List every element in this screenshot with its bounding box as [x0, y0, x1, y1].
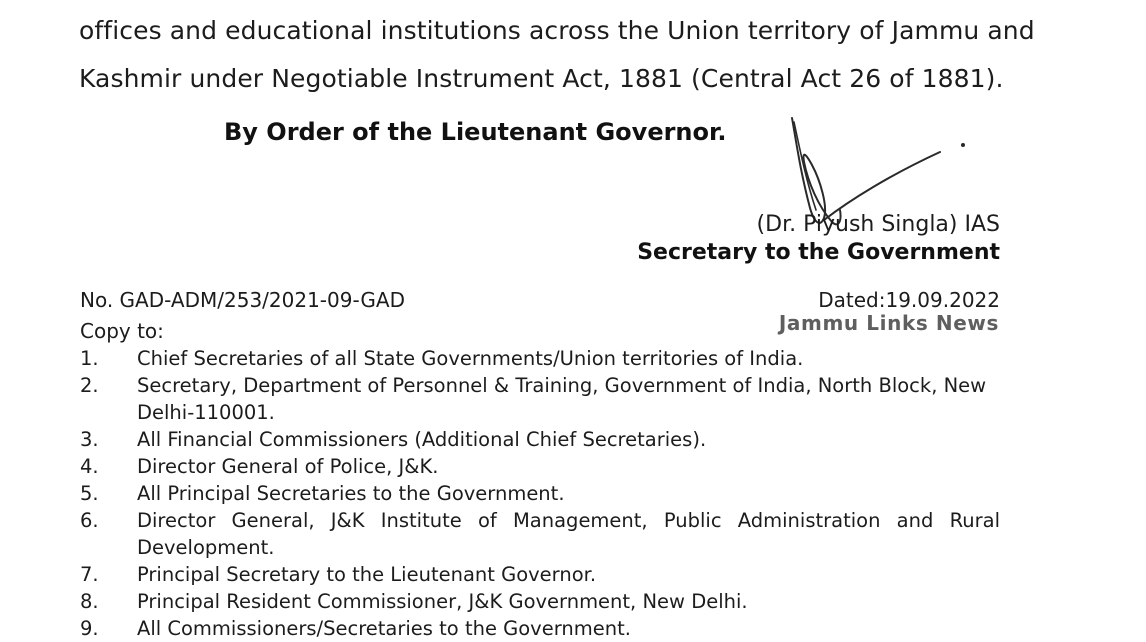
list-item-number: 4.	[80, 455, 99, 478]
list-item	[80, 615, 1000, 642]
list-item	[80, 507, 1000, 561]
copy-to-list	[80, 345, 1000, 642]
paragraph-line-1: offices and educational institutions across the Union territory of Jammu and	[79, 16, 1035, 45]
order-line: By Order of the Lieutenant Governor.	[224, 118, 727, 146]
list-item	[80, 426, 1000, 453]
list-item	[80, 588, 1000, 615]
list-item	[80, 345, 1000, 372]
list-item-number: 2.	[80, 374, 99, 397]
list-item	[80, 453, 1000, 480]
list-item-text: Director General of Police, J&K.	[137, 455, 439, 478]
list-item-number: 3.	[80, 428, 99, 451]
signatory-title: Secretary to the Government	[637, 240, 1000, 265]
list-item-number: 6.	[80, 509, 99, 532]
list-item-text: All Commissioners/Secretaries to the Government.	[137, 617, 631, 640]
list-item-number: 5.	[80, 482, 99, 505]
list-item	[80, 372, 1000, 426]
dated-field: Dated:19.09.2022	[818, 288, 1000, 312]
list-item-text: Chief Secretaries of all State Governments/Union territories of India.	[137, 347, 804, 370]
signatory-name: (Dr. Piyush Singla) IAS	[756, 212, 1000, 237]
list-item-number: 8.	[80, 590, 99, 613]
list-item-text: Secretary, Department of Personnel & Training, Government of India, North Block, New Delhi-110001.	[137, 374, 987, 424]
list-item-text: Director General, J&K Institute of Management, Public Administration and Rural Development.	[137, 509, 1000, 559]
list-item-text: Principal Secretary to the Lieutenant Governor.	[137, 563, 597, 586]
paragraph-line-2: Kashmir under Negotiable Instrument Act, 1881 (Central Act 26 of 1881).	[79, 64, 1004, 93]
watermark: Jammu Links News	[778, 311, 999, 335]
list-item-text: Principal Resident Commissioner, J&K Government, New Delhi.	[137, 590, 748, 613]
list-item	[80, 561, 1000, 588]
reference-number: No. GAD-ADM/253/2021-09-GAD	[80, 288, 405, 312]
list-item-text: All Principal Secretaries to the Government.	[137, 482, 565, 505]
list-item-number: 9.	[80, 617, 99, 640]
list-item-number: 1.	[80, 347, 99, 370]
copy-to-label: Copy to:	[80, 319, 164, 343]
list-item-text: All Financial Commissioners (Additional Chief Secretaries).	[137, 428, 707, 451]
list-item	[80, 480, 1000, 507]
list-item-number: 7.	[80, 563, 99, 586]
